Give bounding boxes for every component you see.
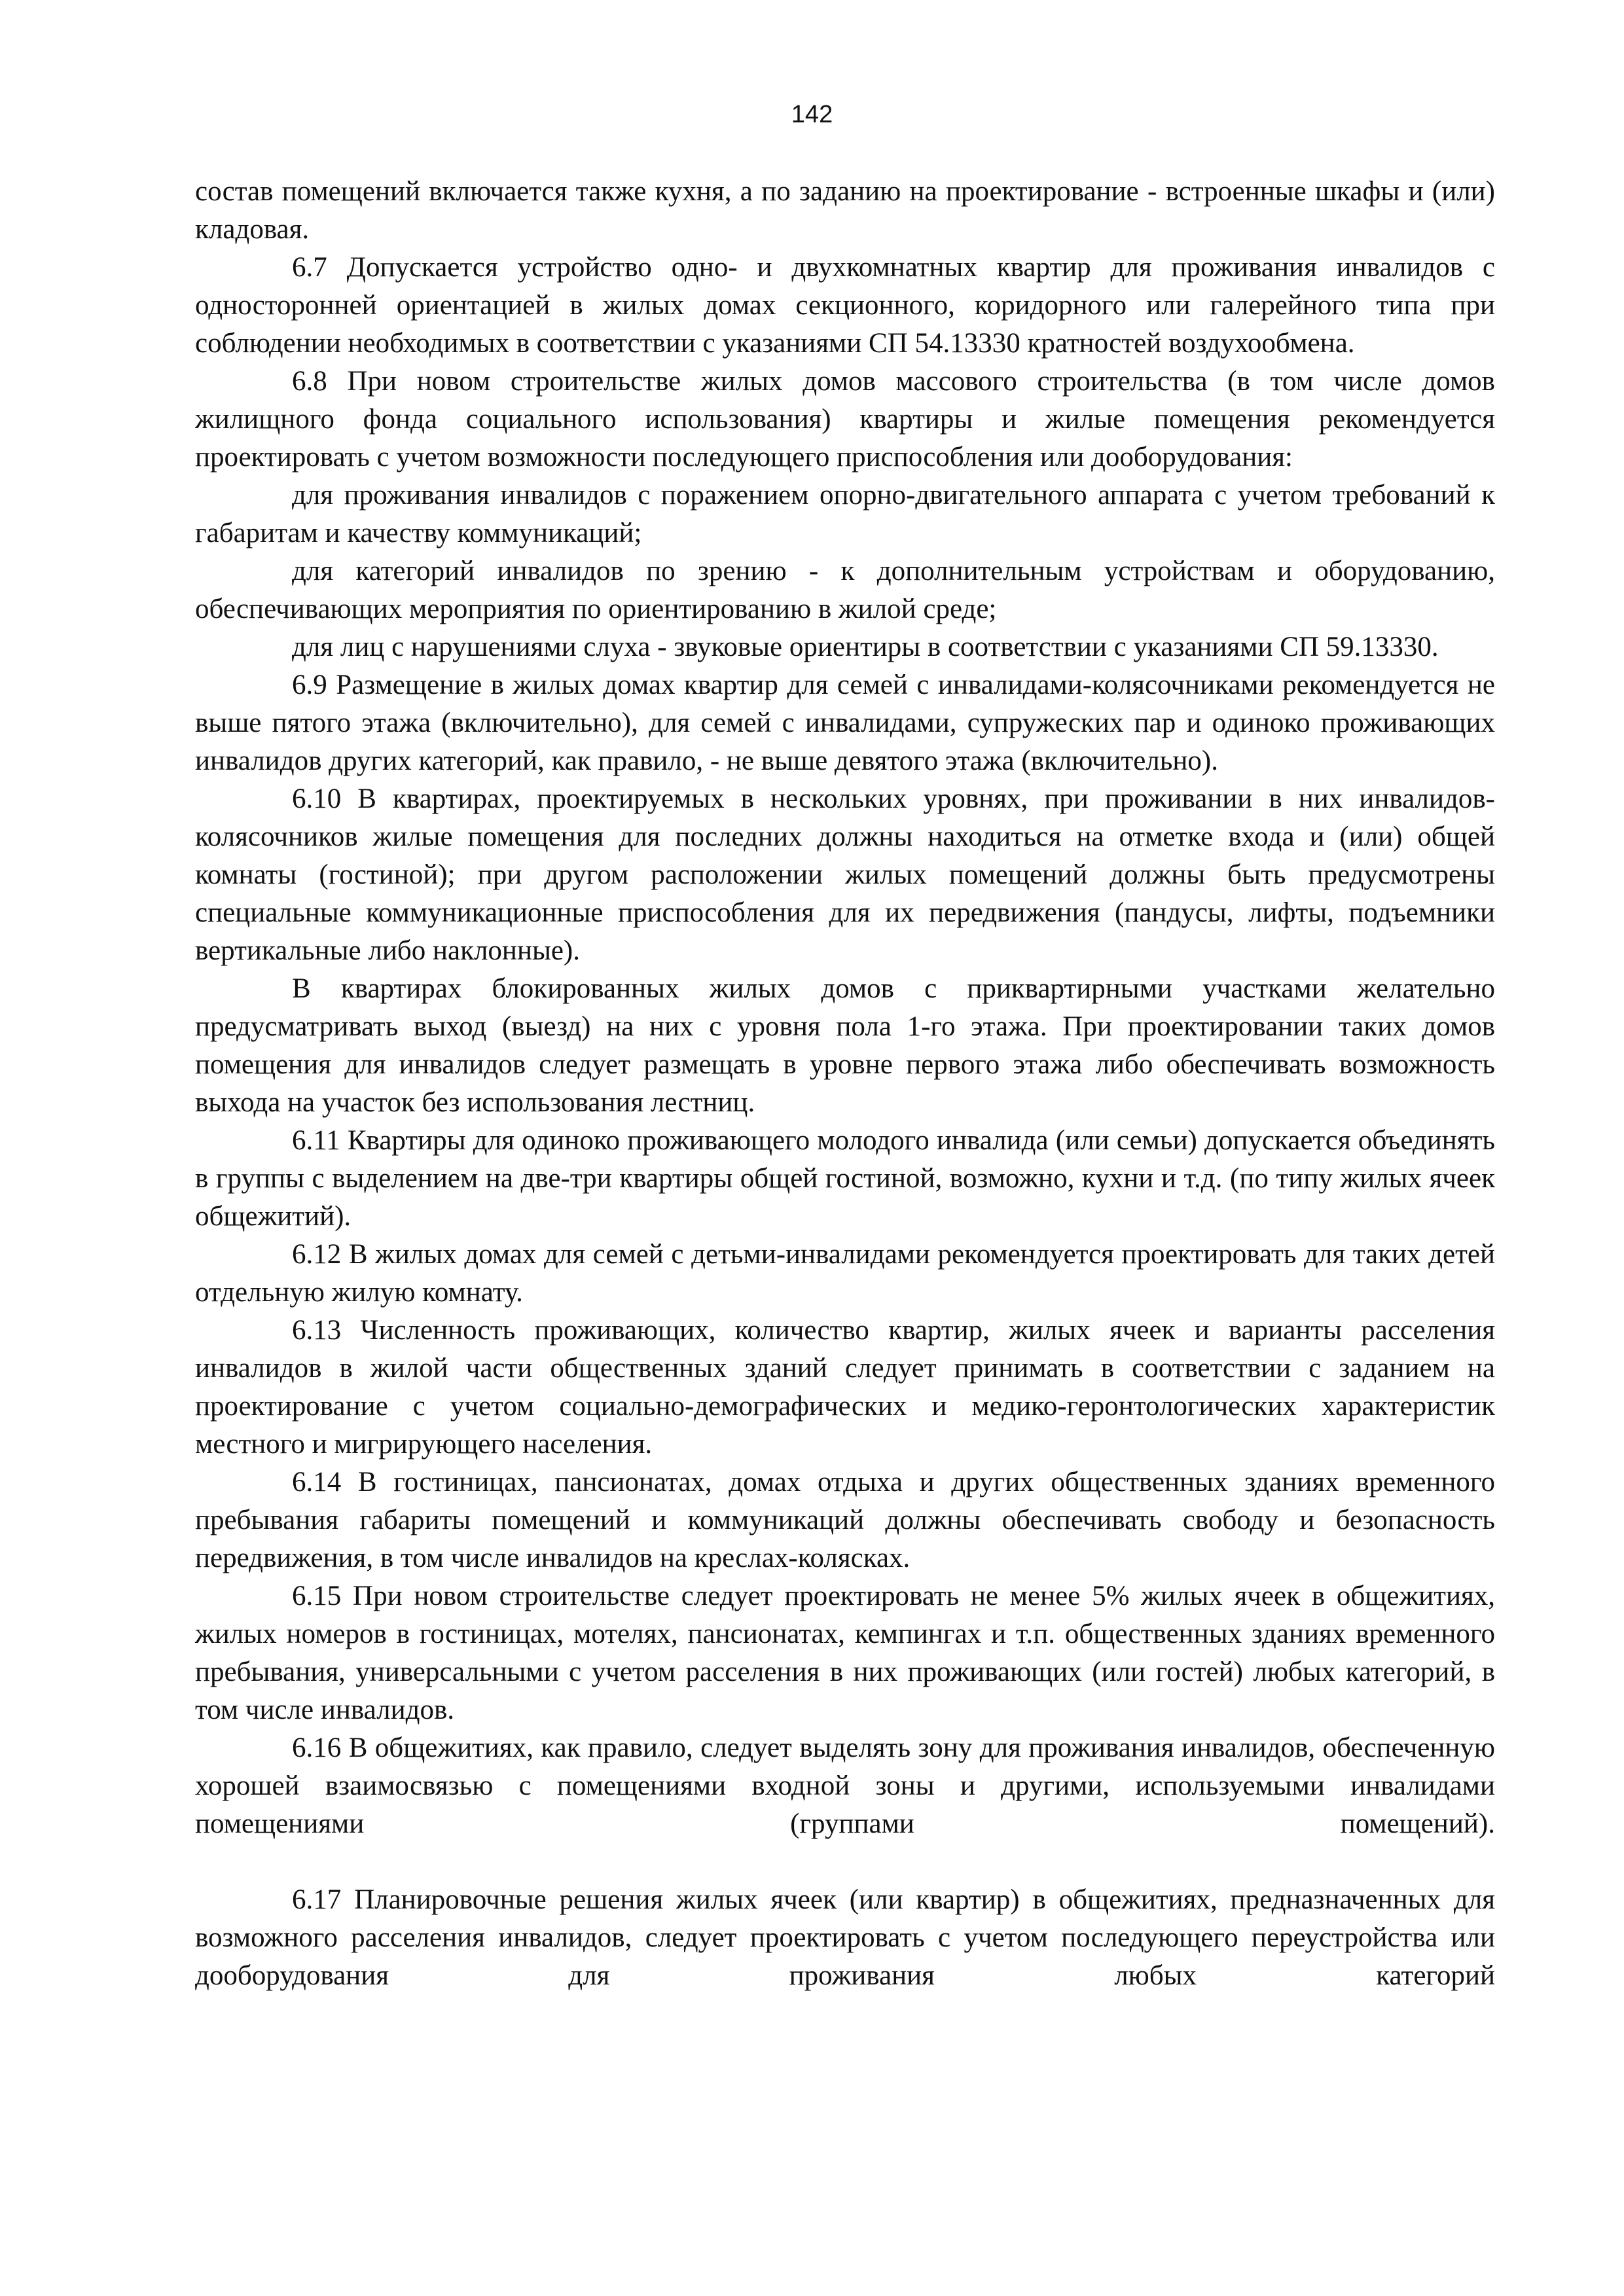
paragraph-6-8: 6.8 При новом строительстве жилых домов массового строительства (в том числе домов жилищного фонда социального использования) квартиры и жилые помещения рекомендуется проектировать с учетом возможности последующего приспособления или дооборудования:	[195, 366, 1495, 473]
paragraph-6-12: 6.12 В жилых домах для семей с детьми-инвалидами рекомендуется проектировать для таких детей отдельную жилую комнату.	[195, 1239, 1495, 1308]
paragraph-6-17: 6.17 Планировочные решения жилых ячеек (или квартир) в общежитиях, предназначенных для возможного расселения инвалидов, следует проектировать с учетом последующего переустройства или дооборудования для проживания любых категорий	[195, 1884, 1495, 1991]
list-item-hearing: для лиц с нарушениями слуха - звуковые ориентиры в соответствии с указаниями СП 59.13330.	[292, 632, 1439, 662]
paragraph-6-16: 6.16 В общежитиях, как правило, следует выделять зону для проживания инвалидов, обеспеченную хорошей взаимосвязью с помещениями входной зоны и другими, используемыми инвалидами помещениями (группами помещений).	[195, 1732, 1495, 1839]
list-item-mobility: для проживания инвалидов с поражением опорно-двигательного аппарата с учетом требований к габаритам и качеству коммуникаций;	[195, 480, 1495, 548]
paragraph-continuation: состав помещений включается также кухня, а по заданию на проектирование - встроенные шкафы и (или) кладовая.	[195, 176, 1495, 245]
list-item-vision: для категорий инвалидов по зрению - к дополнительным устройствам и оборудованию, обеспечивающих мероприятия по ориентированию в жилой среде;	[195, 556, 1495, 624]
paragraph-6-15: 6.15 При новом строительстве следует проектировать не менее 5% жилых ячеек в общежитиях, жилых номеров в гостиницах, мотелях, пансионатах, кемпингах и т.п. общественных зданиях временного пребывания, универсальными с учетом расселения в них проживающих (или гостей) любых категорий, в том числе инвалидов.	[195, 1581, 1495, 1725]
paragraph-6-11: 6.11 Квартиры для одиноко проживающего молодого инвалида (или семьи) допускается объединять в группы с выделением на две-три квартиры общей гостиной, возможно, кухни и т.д. (по типу жилых ячеек общежитий).	[195, 1125, 1495, 1232]
paragraph-blocked-houses: В квартирах блокированных жилых домов с приквартирными участками желательно предусматривать выход (выезд) на них с уровня пола 1-го этажа. При проектировании таких домов помещения для инвалидов следует размещать в уровне первого этажа либо обеспечивать возможность выхода на участок без использования лестниц.	[195, 973, 1495, 1118]
page-number: 142	[791, 101, 833, 128]
paragraph-6-13: 6.13 Численность проживающих, количество квартир, жилых ячеек и варианты расселения инвалидов в жилой части общественных зданий следует принимать в соответствии с заданием на проектирование с учетом социально-демографических и медико-геронтологических характеристик местного и мигрирующего населения.	[195, 1315, 1495, 1460]
paragraph-6-9: 6.9 Размещение в жилых домах квартир для семей с инвалидами-колясочниками рекомендуется не выше пятого этажа (включительно), для семей с инвалидами, супружеских пар и одиноко проживающих инвалидов других категорий, как правило, - не выше девятого этажа (включительно).	[195, 670, 1495, 776]
paragraph-6-10: 6.10 В квартирах, проектируемых в нескольких уровнях, при проживании в них инвалидов-колясочников жилые помещения для последних должны находиться на отметке входа и (или) общей комнаты (гостиной); при другом расположении жилых помещений должны быть предусмотрены специальные коммуникационные приспособления для их передвижения (пандусы, лифты, подъемники вертикальные либо наклонные).	[195, 783, 1495, 966]
paragraph-6-14: 6.14 В гостиницах, пансионатах, домах отдыха и других общественных зданиях временного пребывания габариты помещений и коммуникаций должны обеспечивать свободу и безопасность передвижения, в том числе инвалидов на креслах-колясках.	[195, 1467, 1495, 1573]
document-body	[195, 173, 1495, 1995]
paragraph-6-7: 6.7 Допускается устройство одно- и двухкомнатных квартир для проживания инвалидов с односторонней ориентацией в жилых домах секционного, коридорного или галерейного типа при соблюдении необходимых в соответствии с указаниями СП 54.13330 кратностей воздухообмена.	[195, 252, 1495, 359]
